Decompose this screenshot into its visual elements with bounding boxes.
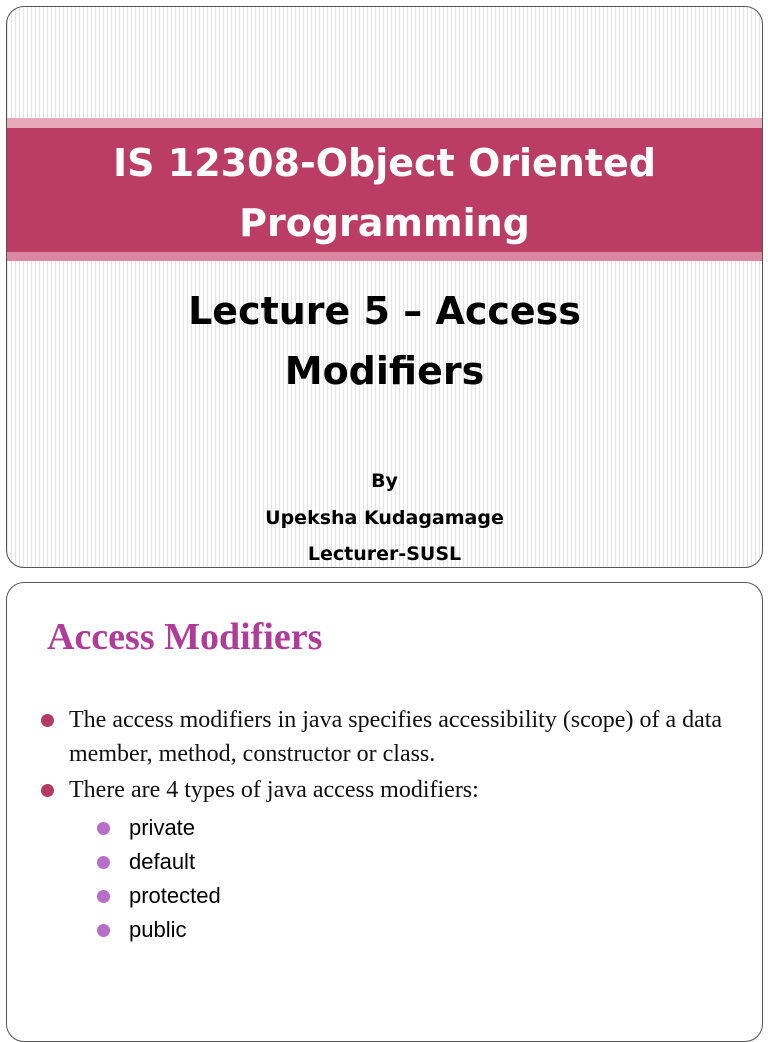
bullet-dot-icon [41, 714, 54, 727]
modifier-list [69, 811, 697, 947]
bullet-item [41, 703, 741, 771]
lecture-title-line2: Modifiers [284, 349, 485, 393]
author-name: Upeksha Kudagamage [265, 507, 504, 529]
modifier-item-private [97, 811, 697, 845]
modifier-text: public [129, 917, 187, 942]
course-title-line2: Programming [239, 201, 530, 245]
bullet-text: The access modifiers in java specifies accessibility (scope) of a data member, method, constructor or class. [69, 707, 723, 767]
modifier-item-public [97, 913, 697, 947]
bullet-dot-icon [41, 784, 54, 797]
title-slide [6, 6, 763, 568]
bullet-text: There are 4 types of java access modifiers: [69, 777, 479, 803]
subbullet-dot-icon [97, 822, 110, 835]
subbullet-dot-icon [97, 924, 110, 937]
lecture-title [7, 281, 762, 401]
course-title-line1: IS 12308-Object Oriented [113, 141, 656, 185]
modifier-item-protected [97, 879, 697, 913]
lecture-title-line1: Lecture 5 – Access [188, 289, 581, 333]
author-affiliation: Lecturer-SUSL [307, 543, 462, 565]
course-title [7, 133, 762, 253]
title-band-top [7, 118, 762, 128]
bullet-item [41, 773, 741, 807]
modifier-text: private [129, 815, 196, 840]
subbullet-dot-icon [97, 890, 110, 903]
modifier-text: default [129, 849, 196, 874]
slide-heading: Access Modifiers [47, 616, 323, 658]
modifier-text: protected [129, 883, 221, 908]
subbullet-dot-icon [97, 856, 110, 869]
modifier-item-default [97, 845, 697, 879]
by-label: By [371, 470, 398, 492]
content-slide [6, 582, 763, 1042]
title-band-bottom [7, 252, 762, 261]
bullet-list [41, 703, 741, 809]
